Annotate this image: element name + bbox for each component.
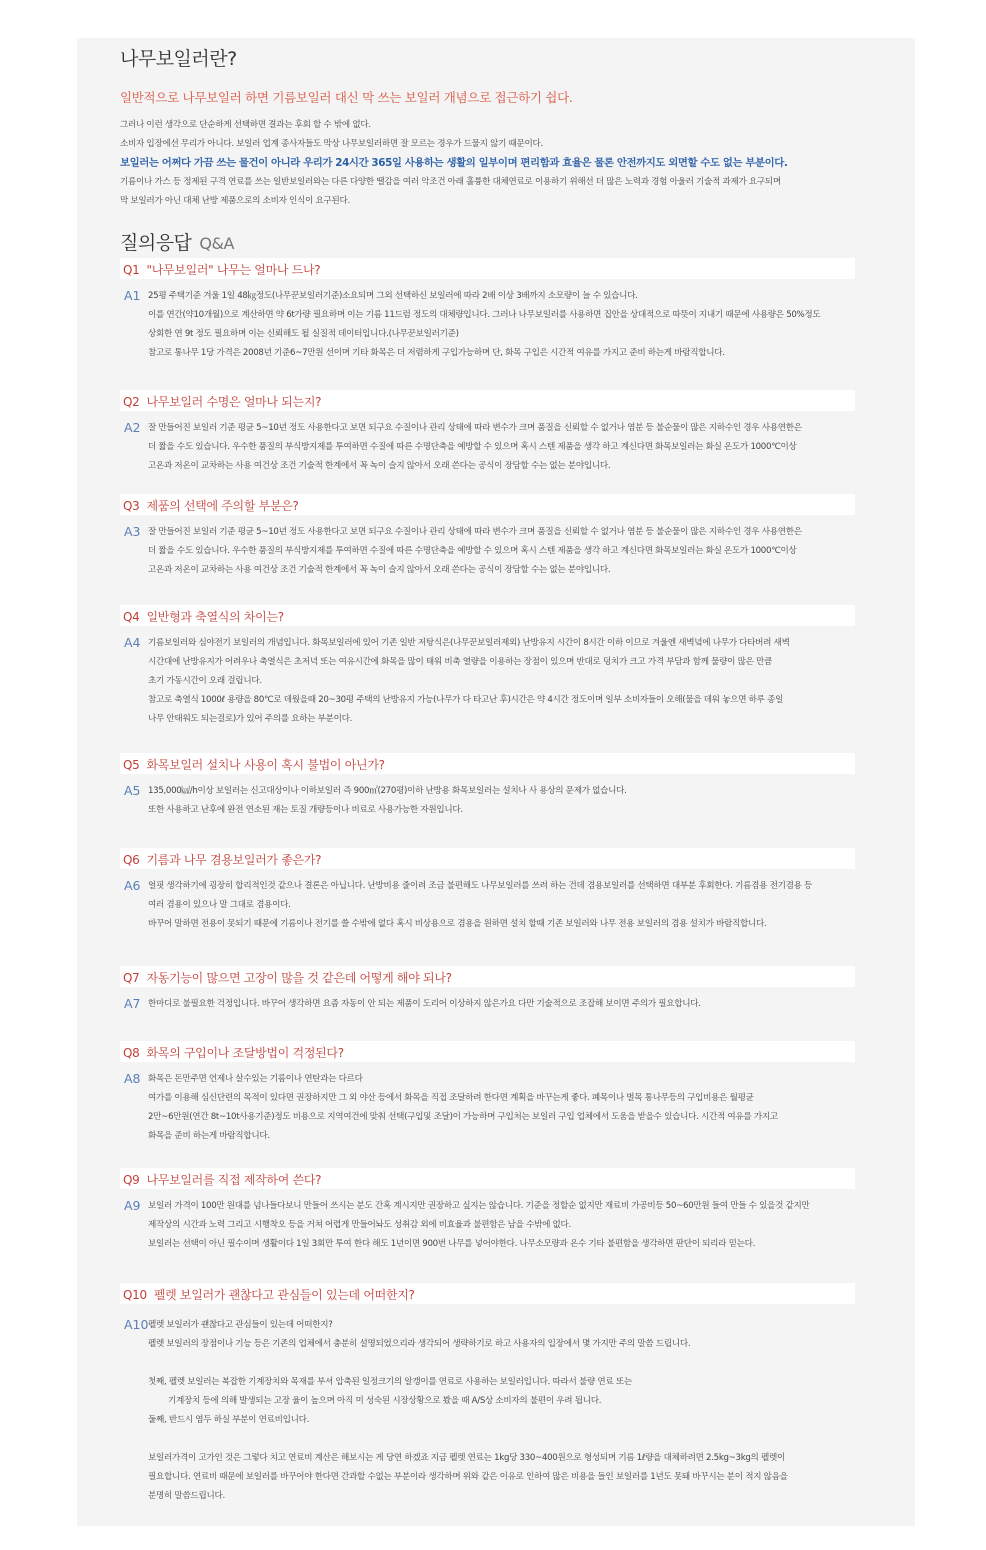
question-number: Q2: [123, 395, 140, 409]
answer-text: [148, 877, 855, 934]
answer-text: [148, 523, 855, 580]
answer-block: [120, 995, 855, 1014]
question-bar: [120, 1283, 855, 1304]
question-bar: [120, 1168, 855, 1189]
answer-line: 더 짧을 수도 있습니다. 우수한 품질의 부식방지제를 투여하면 수질에 따른 수명단축을 예방할 수 있으며 혹시 스텐 제품을 생각 하고 계신다면 화목보일러는 화실 온도가 1000℃이상: [148, 546, 797, 556]
question-bar: [120, 605, 855, 626]
answer-block: [120, 287, 855, 363]
question-label: 화목보일러 설치나 사용이 혹시 불법이 아닌가?: [146, 758, 385, 772]
qa-item: [120, 753, 855, 820]
page-subtitle: 일반적으로 나무보일러 하면 기름보일러 대신 막 쓰는 보일러 개념으로 접근하기 쉽다.: [120, 90, 573, 105]
answer-line: 참고로 통나무 1당 가격은 2008년 기준6~7만원 선이며 기타 화목은 더 저렴하게 구입가능하며 단, 화목 구입은 시간적 여유를 가지고 준비 하는게 바람직합니다.: [148, 348, 725, 358]
answer-spacer: [148, 1430, 855, 1449]
qa-item: [120, 258, 855, 363]
answer-line: 기계장치 등에 의해 발생되는 고장 율이 높으며 아직 미 성숙된 시장상황으로 봤을 때 A/S상 소비자의 불편이 우려 됩니다.: [168, 1396, 602, 1406]
question-text: [123, 393, 321, 410]
answer-line: 기름보일러와 심야전기 보일러의 개념입니다. 화목보일러에 있어 기존 일반 저탕식은(나무꾼보일러제외) 난방유지 시간이 8시간 이하 이므로 겨울엔 새벽녘에 나무가 다타버려 새벽: [148, 638, 790, 648]
answer-block: [120, 782, 855, 820]
answer-line: 잘 만들어진 보일러 기준 평균 5~10년 정도 사용한다고 보면 되구요 수질이나 관리 상태에 따라 변수가 크며 품질을 신뢰할 수 없거나 염분 등 불순물이 많은 지하수인 경우 사용연한은: [148, 423, 802, 433]
question-bar: [120, 966, 855, 987]
question-bar: [120, 390, 855, 411]
answer-number: A7: [124, 996, 141, 1011]
answer-line: 여가를 이용해 심신단련의 목적이 있다면 권장하지만 그 외 야산 등에서 화목을 직접 조달하려 한다면 계획을 바꾸는게 좋다. 폐목이나 벌목 통나무등의 구입비용은 월평균: [148, 1093, 754, 1103]
intro-line: 막 보일러가 아닌 대체 난방 제품으로의 소비자 인식이 요구된다.: [120, 196, 350, 206]
question-text: [123, 497, 299, 514]
answer-line: 25평 주택기준 겨울 1일 48㎏정도(나무꾼보일러기준)소요되며 그외 선택하신 보일러에 따라 2배 이상 3배까지 소모량이 늘 수 있습니다.: [148, 291, 638, 301]
answer-line: 참고로 축열식 1000ℓ 용량을 80℃로 데웠을때 20~30평 주택의 난방유지 가능(나무가 다 타고난 후)시간은 약 4시간 정도이며 일부 소비자들이 오해(물을 데워 놓으면 하루 종일: [148, 695, 784, 705]
qa-title-ko: 질의응답: [120, 232, 192, 254]
qa-item: [120, 1283, 855, 1506]
answer-line: 보일러가격이 고가인 것은 그렇다 치고 연료비 계산은 해보시는 게 당연 하겠죠 지금 펠렛 연료는 1kg당 330~400원으로 형성되며 기름 1ℓ량을 대체하려면 2.5kg~3kg의 펠렛이: [148, 1453, 785, 1463]
qa-item: [120, 966, 855, 1014]
answer-block: [120, 523, 855, 580]
qa-item: [120, 1041, 855, 1146]
question-number: Q8: [123, 1046, 140, 1060]
answer-line: 이를 연간(약10개월)으로 계산하면 약 6t가량 필요하며 이는 기름 11드럼 정도의 대체량입니다. 그러나 나무보일러를 사용하면 집안을 상대적으로 따뜻이 지내기 때문에 사용량은 50%정도: [148, 310, 821, 320]
question-text: [123, 756, 385, 773]
question-text: [123, 1171, 321, 1188]
qa-item: [120, 848, 855, 934]
answer-line: 펠렛 보일러가 괜찮다고 관심들이 있는데 어떠한지?: [148, 1320, 333, 1330]
question-number: Q10: [123, 1288, 147, 1302]
question-label: 기름과 나무 겸용보일러가 좋은가?: [146, 853, 322, 867]
question-number: Q5: [123, 758, 140, 772]
question-number: Q7: [123, 971, 140, 985]
qa-item: [120, 1168, 855, 1254]
question-bar: [120, 848, 855, 869]
answer-line: 분명히 말씀드립니다.: [148, 1491, 225, 1501]
question-number: Q6: [123, 853, 140, 867]
answer-line: 또한 사용하고 난후에 완전 연소된 재는 토질 개량등이나 비료로 사용가능한 자원입니다.: [148, 805, 463, 815]
answer-line: 135,000㎉/h이상 보일러는 신고대상이나 이하보일러 즉 900㎡(270평)이하 난방용 화목보일러는 설치나 사 용상의 문제가 없습니다.: [148, 786, 627, 796]
answer-line: 화목을 준비 하는게 바람직합니다.: [148, 1131, 270, 1141]
question-label: "나무보일러" 나무는 얼마나 드나?: [146, 263, 321, 277]
qa-item: [120, 605, 855, 729]
question-label: 제품의 선택에 주의할 부분은?: [146, 499, 299, 513]
question-text: [123, 1044, 344, 1061]
answer-line: 잘 만들어진 보일러 기준 평균 5~10년 정도 사용한다고 보면 되구요 수질이나 관리 상태에 따라 변수가 크며 품질을 신뢰할 수 없거나 염분 등 불순물이 많은 지하수인 경우 사용연한은: [148, 527, 802, 537]
answer-number: A8: [124, 1071, 141, 1086]
qa-section-title: [120, 228, 234, 255]
answer-text: [148, 782, 855, 820]
question-number: Q1: [123, 263, 140, 277]
question-label: 나무보일러를 직접 제작하여 쓴다?: [146, 1173, 322, 1187]
answer-text: [148, 1197, 855, 1254]
intro-line: 기름이나 가스 등 정제된 구격 연료를 쓰는 일반보일러와는 다른 다양한 땔감을 여러 악조건 아래 훌륭한 대체연료로 이용하기 위해선 더 많은 노력과 경험 아울러 기술적 과제가 요구되며: [120, 177, 781, 187]
question-text: [123, 969, 452, 986]
answer-number: A4: [124, 635, 141, 650]
answer-spacer: [148, 1354, 855, 1373]
question-text: [123, 261, 320, 278]
intro-highlight-line: 보일러는 어쩌다 가끔 쓰는 물건이 아니라 우리가 24시간 365일 사용하는 생활의 일부이며 편리함과 효율은 물론 안전까지도 외면할 수도 없는 부분이다.: [120, 157, 788, 169]
question-bar: [120, 494, 855, 515]
answer-block: [120, 1197, 855, 1254]
answer-block: [120, 634, 855, 729]
question-bar: [120, 1041, 855, 1062]
question-number: Q9: [123, 1173, 140, 1187]
qa-title-en: Q&A: [199, 234, 234, 253]
answer-text: [148, 1070, 855, 1146]
answer-line: 화목은 돈만주면 언제나 살수있는 기름이나 연탄과는 다르다: [148, 1074, 363, 1084]
answer-line: 펠렛 보일러의 장점이나 기능 등은 기존의 업체에서 충분히 설명되었으리라 생각되어 생략하기로 하고 사용자의 입장에서 몇 가지만 주의 말씀 드립니다.: [148, 1339, 691, 1349]
answer-number: A9: [124, 1198, 141, 1213]
answer-text: [148, 634, 855, 729]
question-label: 펠렛 보일러가 괜찮다고 관심들이 있는데 어떠한지?: [153, 1288, 415, 1302]
answer-text: [148, 995, 855, 1014]
answer-line: 바꾸어 말하면 전용이 못되기 때문에 기름이나 전기를 쓸 수밖에 없다 혹시 비상용으로 겸용을 원하면 설치 할때 기존 보일러와 나무 전용 보일러의 겸용 설치가 바람직합니다.: [148, 919, 767, 929]
answer-line: 한마디로 불필요한 걱정입니다. 바꾸어 생각하면 요즘 자동이 안 되는 제품이 도리어 이상하지 않은가요 다만 기술적으로 조잡해 보이면 주의가 필요합니다.: [148, 999, 701, 1009]
answer-line: 시간대에 난방유지가 어려우나 축열식은 초저녁 또는 여유시간에 화목을 많이 태워 비축 열량을 이용하는 장점이 있으며 반대로 덩치가 크고 가격 부담과 함께 물량이 많은 만큼: [148, 657, 773, 667]
answer-line: 2만~6만원(연간 8t~10t사용기준)정도 비용으로 지역여건에 맞춰 선택(구입및 조달)이 가능하며 구입처는 보일러 구입 업체에서 도움을 받을수 있습니다. 시간적 여유를 가지고: [148, 1112, 778, 1122]
answer-line: 초기 가동시간이 오래 걸립니다.: [148, 676, 262, 686]
answer-number: A1: [124, 288, 141, 303]
question-label: 일반형과 축열식의 차이는?: [146, 610, 284, 624]
answer-number: A6: [124, 878, 141, 893]
answer-line: 나무 안태워도 되는걸로)가 있어 주의를 요하는 부분이다.: [148, 714, 353, 724]
answer-number: A2: [124, 420, 141, 435]
question-text: [123, 608, 284, 625]
answer-line: 필요합니다. 연료비 때문에 보일러를 바꾸어야 한다면 간과할 수없는 부분이라 생각하며 위와 같은 이유로 인하여 많은 비용을 들인 보일러를 1년도 못돼 바꾸시는 분이 적지 않음을: [148, 1472, 788, 1482]
answer-line: 더 짧을 수도 있습니다. 우수한 품질의 부식방지제를 투여하면 수질에 따른 수명단축을 예방할 수 있으며 혹시 스텐 제품을 생각 하고 계신다면 화목보일러는 화실 온도가 1000℃이상: [148, 442, 797, 452]
answer-line: 상회한 연 9t 정도 필요하며 이는 신뢰해도 될 실질적 데이터입니다.(나무꾼보일러기준): [148, 329, 459, 339]
question-label: 자동기능이 많으면 고장이 많을 것 같은데 어떻게 해야 되나?: [146, 971, 452, 985]
answer-line: 첫째, 펠렛 보일러는 복잡한 기계장치와 목재를 부셔 압축된 일정크기의 알갱이를 연료로 사용하는 보일러입니다. 따라서 불량 연료 또는: [148, 1377, 632, 1387]
answer-line: 둘째, 반드시 염두 하실 부분이 연료비입니다.: [148, 1415, 310, 1425]
question-number: Q4: [123, 610, 140, 624]
answer-text: [148, 1316, 855, 1506]
answer-line: 보일러 가격이 100만 원대를 넘나들다보니 만들어 쓰시는 분도 간혹 계시지만 권장하고 싶지는 않습니다. 기준을 정할순 없지만 재료비 가공비등 50~60만원 들여 만들 수 있을것 같지만: [148, 1201, 810, 1211]
question-label: 화목의 구입이나 조달방법이 걱정된다?: [146, 1046, 344, 1060]
answer-block: [120, 877, 855, 934]
page-title: 나무보일러란?: [120, 48, 237, 70]
answer-line: 고온과 저온이 교차하는 사용 여건상 조건 기술적 한계에서 꼭 녹이 슬지 않아서 오래 쓴다는 공식이 장담할 수는 없는 분야입니다.: [148, 461, 611, 471]
question-number: Q3: [123, 499, 140, 513]
answer-block: [120, 1316, 855, 1506]
question-label: 나무보일러 수명은 얼마나 되는지?: [146, 395, 322, 409]
answer-text: [148, 287, 855, 363]
answer-number: A10: [124, 1317, 149, 1332]
qa-item: [120, 390, 855, 476]
intro-line: 소비자 입장에선 무리가 아니다. 보일러 업계 종사자들도 막상 나무보일러하면 잘 모르는 경우가 드물지 않기 때문이다.: [120, 139, 543, 149]
content-panel: [77, 38, 915, 1526]
answer-line: 제작상의 시간과 노력 그리고 시행착오 등을 거쳐 어렵게 만들어놔도 성취감 외에 비효율과 불편함은 남을 수밖에 없다.: [148, 1220, 571, 1230]
intro-line: 그러나 이런 생각으로 단순하게 선택하면 결과는 후회 할 수 밖에 없다.: [120, 120, 371, 130]
question-text: [123, 1286, 415, 1303]
answer-block: [120, 1070, 855, 1146]
answer-number: A5: [124, 783, 141, 798]
answer-line: 보일러는 선택이 아닌 필수이며 생활이다 1일 3회만 투여 한다 해도 1년이면 900번 나무를 넣어야한다. 나무소모량과 온수 기타 불편함을 생각하면 판단이 되리라 믿는다.: [148, 1239, 756, 1249]
answer-line: 여러 겸용이 있으나 말 그대로 겸용이다.: [148, 900, 291, 910]
answer-line: 고온과 저온이 교차하는 사용 여건상 조건 기술적 한계에서 꼭 녹이 슬지 않아서 오래 쓴다는 공식이 장담할 수는 없는 분야입니다.: [148, 565, 611, 575]
intro-text: [120, 116, 860, 211]
answer-block: [120, 419, 855, 476]
answer-text: [148, 419, 855, 476]
qa-item: [120, 494, 855, 580]
question-bar: [120, 753, 855, 774]
question-text: [123, 851, 321, 868]
answer-line: 얼핏 생각하기에 굉장히 합리적인것 같으나 결론은 아닙니다. 난방비용 줄이려 조금 불편해도 나무보일러를 쓰려 하는 건데 겸용보일러를 선택하면 대부분 후회한다. 기름겸용 전기겸용 등: [148, 881, 813, 891]
answer-number: A3: [124, 524, 141, 539]
question-bar: [120, 258, 855, 279]
